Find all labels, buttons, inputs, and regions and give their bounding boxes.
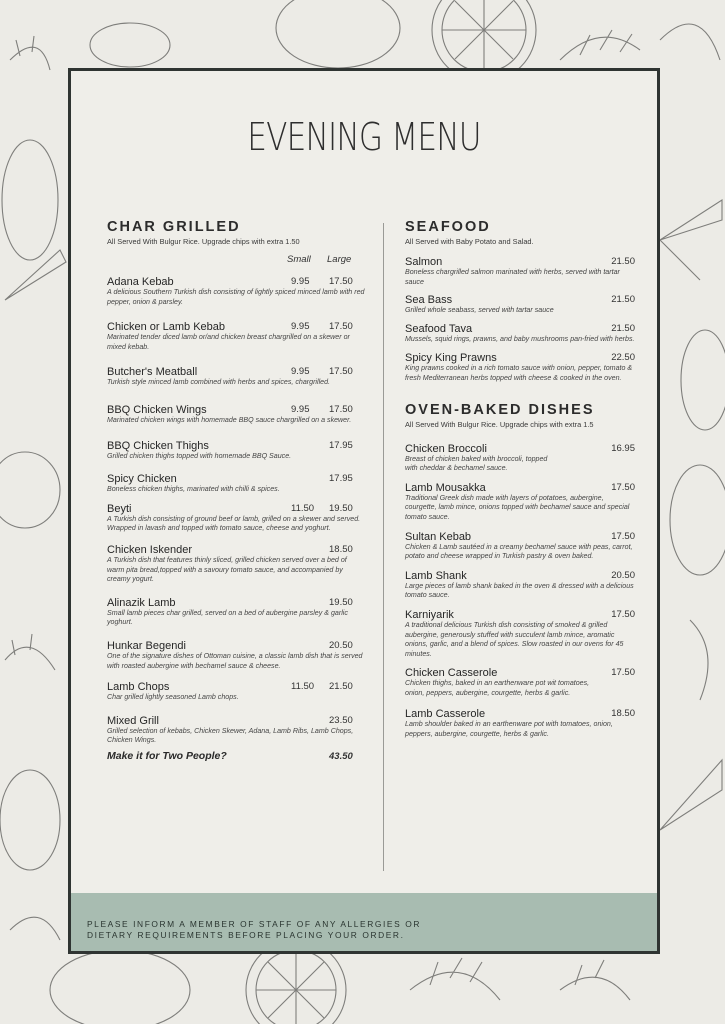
price-small: 11.50	[291, 681, 315, 693]
right-column	[405, 219, 635, 740]
item-name: Chicken or Lamb Kebab	[107, 321, 226, 334]
page-title: EVENING MENU	[247, 115, 481, 159]
item-description: Boneless chicken thighs, marinated with chilli & spices.	[107, 485, 280, 494]
item-description: Chicken & Lamb sautéed in a creamy bechamel sauce with peas, carrot, potato and cheese wrapped in Turkish pastry & oven baked.	[405, 542, 633, 561]
size-header	[107, 254, 365, 268]
price-large: 17.95	[329, 439, 353, 451]
price-large: 19.50	[329, 502, 353, 514]
item-name: Alinazik Lamb	[107, 596, 176, 609]
price-large: 17.50	[329, 403, 353, 415]
item-description: Grilled whole seabass, served with tartar sauce	[405, 306, 554, 315]
price: 22.50	[611, 352, 635, 364]
item-name: Salmon	[405, 256, 443, 268]
item-description: Boneless chargrilled salmon marinated with herbs, served with tartar sauce	[405, 268, 620, 286]
item-description: A traditional delicious Turkish dish consisting of smoked & grilled aubergine, generously stuffed with succulent lamb mince, aromatic onions, garlic, and a blend of spices. Slow roasted in our ovens for 45 minutes.	[405, 620, 624, 658]
price: 18.50	[611, 708, 635, 720]
menu-item	[405, 531, 635, 562]
item-name: Butcher's Meatball	[107, 366, 198, 379]
left-column	[107, 219, 365, 762]
menu-item	[405, 352, 635, 383]
item-name: BBQ Chicken Thighs	[107, 439, 209, 452]
price: 17.50	[611, 530, 635, 542]
item-name: Seafood Tava	[405, 322, 473, 335]
price-large: 17.95	[329, 473, 353, 485]
item-description: One of the signature dishes of Ottoman cuisine, a classic lamb dish that is served with roasted aubergine with bechamel sauce & cheese.	[107, 651, 363, 670]
item-description: Large pieces of lamb shank baked in the oven & dressed with a delicious tomato sauce.	[405, 581, 634, 600]
section-subtitle: All Served With Bulgur Rice. Upgrade chips with extra 1.50	[107, 237, 300, 246]
item-description: Char grilled lightly seasoned Lamb chops.	[107, 693, 239, 702]
allergy-notice-band	[71, 893, 657, 951]
price-large: 20.50	[329, 639, 353, 651]
item-description: Grilled selection of kebabs, Chicken Skewer, Adana, Lamb Ribs, Lamb Chops, Chicken Wings.	[107, 726, 354, 745]
price-small: 11.50	[291, 502, 315, 514]
item-description: A delicious Southern Turkish dish consisting of lightly spiced minced lamb with red pepper, onion & parsley.	[107, 288, 365, 306]
item-description: Traditional Greek dish made with layers of potatoes, aubergine, courgette, lamb mince, onions topped with bechamel sauce and special tomato sauce.	[405, 493, 630, 521]
menu-item	[107, 473, 365, 495]
item-name: Lamb Shank	[405, 569, 467, 582]
price: 21.50	[611, 322, 635, 334]
section-subtitle: All Served with Baby Potato and Salad.	[405, 237, 534, 246]
price-small: 9.95	[291, 403, 310, 415]
menu-item	[107, 681, 365, 703]
item-name: Chicken Iskender	[107, 543, 192, 556]
price: 20.50	[611, 569, 635, 581]
menu-item	[107, 715, 365, 746]
menu-item	[405, 609, 635, 659]
menu-item	[405, 667, 635, 698]
section-title-seafood: SEAFOOD	[405, 219, 491, 235]
price-small: 9.95	[291, 321, 310, 333]
item-description: Marinated tender diced lamb or/and chicken breast chargrilled on a skewer or mixed kebab.	[107, 333, 350, 351]
item-description: Chicken thighs, baked in an earthenware pot wit tomatoes, onion, peppers, aubergine, courgette, herbs & garlic.	[405, 679, 590, 697]
allergy-notice	[87, 919, 421, 941]
small-column-label: Small	[287, 254, 311, 265]
price-large: 23.50	[329, 714, 353, 726]
menu-item	[405, 443, 635, 474]
item-name: Lamb Mousakka	[405, 481, 486, 494]
price-large: 17.50	[329, 366, 353, 378]
two-people-offer	[107, 750, 365, 762]
menu-item	[107, 503, 365, 534]
menu-item	[107, 440, 365, 462]
item-name: Hunkar Begendi	[107, 639, 186, 652]
two-people-label: Make it for Two People?	[107, 749, 227, 762]
item-name: BBQ Chicken Wings	[107, 403, 207, 416]
item-name: Sea Bass	[405, 294, 453, 307]
item-description: A Turkish dish consisting of ground beef or lamb, grilled on a skewer and served. Wrapped in lavash and topped with tomato sauce, cheese and yoghurt.	[107, 514, 361, 533]
menu-item	[107, 404, 365, 426]
allergy-notice-line-2: DIETARY REQUIREMENTS BEFORE PLACING YOUR ORDER.	[87, 930, 405, 940]
item-name: Mixed Grill	[107, 714, 159, 727]
item-description: Mussels, squid rings, prawns, and baby mushrooms pan-fried with herbs.	[405, 334, 635, 343]
price-small: 9.95	[291, 276, 310, 287]
price-large: 18.50	[329, 543, 353, 555]
item-name: Lamb Casserole	[405, 708, 486, 721]
allergy-notice-line-1: PLEASE INFORM A MEMBER OF STAFF OF ANY ALLERGIES OR	[87, 919, 421, 929]
price-large: 21.50	[329, 681, 353, 693]
price-large: 17.50	[329, 276, 353, 287]
menu-item	[405, 708, 635, 739]
price: 17.50	[611, 608, 635, 620]
menu-item	[107, 276, 365, 307]
item-name: Spicy King Prawns	[405, 352, 497, 365]
menu-frame	[68, 68, 660, 954]
menu-item	[405, 294, 635, 316]
item-description: King prawns cooked in a rich tomato sauce with onion, pepper, tomato & fresh Mediterranean herbs topped with cheese & cooked in the oven.	[405, 364, 633, 382]
item-name: Beyti	[107, 502, 132, 515]
price: 16.95	[611, 442, 635, 454]
item-name: Spicy Chicken	[107, 473, 177, 486]
column-divider	[383, 223, 384, 871]
item-name: Lamb Chops	[107, 681, 170, 694]
menu-item	[107, 366, 365, 388]
price-large: 17.50	[329, 321, 353, 333]
item-description: Lamb shoulder baked in an earthenware pot with tomatoes, onion, peppers, aubergine, courgette, herbs & garlic.	[405, 720, 613, 739]
price: 21.50	[611, 294, 635, 306]
price-large: 19.50	[329, 596, 353, 608]
section-title-char-grilled: CHAR GRILLED	[107, 219, 241, 235]
price: 21.50	[611, 256, 635, 267]
section-subtitle: All Served With Bulgur Rice. Upgrade chips with extra 1.5	[405, 419, 594, 429]
menu-item	[107, 597, 365, 628]
item-description: Turkish style minced lamb combined with herbs and spices, chargrilled.	[107, 378, 331, 387]
menu-item	[405, 570, 635, 601]
menu-item	[405, 482, 635, 523]
price-small: 9.95	[291, 366, 310, 378]
item-description: Grilled chicken thighs topped with homemade BBQ Sauce.	[107, 451, 292, 460]
price: 17.50	[611, 667, 635, 679]
price: 17.50	[611, 481, 635, 493]
item-description: Breast of chicken baked with broccoli, topped with cheddar & bechamel sauce.	[405, 454, 548, 473]
item-description: Small lamb pieces char grilled, served on a bed of aubergine parsley & garlic yoghurt.	[107, 608, 348, 627]
item-name: Adana Kebab	[107, 276, 174, 288]
item-name: Chicken Broccoli	[405, 442, 487, 455]
section-title-oven-baked: OVEN-BAKED DISHES	[405, 401, 595, 418]
menu-item	[107, 640, 365, 671]
menu-item	[405, 256, 635, 287]
item-description: A Turkish dish that features thinly sliced, grilled chicken served over a bed of warm pita bread,topped with a savoury tomato sauce, and accompanied by creamy yogurt.	[107, 555, 347, 584]
large-column-label: Large	[327, 254, 352, 265]
item-name: Chicken Casserole	[405, 667, 498, 680]
item-name: Karniyarik	[405, 608, 454, 621]
item-name: Sultan Kebab	[405, 530, 472, 543]
menu-item	[107, 321, 365, 352]
menu-item	[107, 544, 365, 585]
two-people-price: 43.50	[329, 750, 353, 762]
menu-item	[405, 323, 635, 345]
item-description: Marinated chicken wings with homemade BBQ sauce chargrilled on a skewer.	[107, 415, 352, 424]
